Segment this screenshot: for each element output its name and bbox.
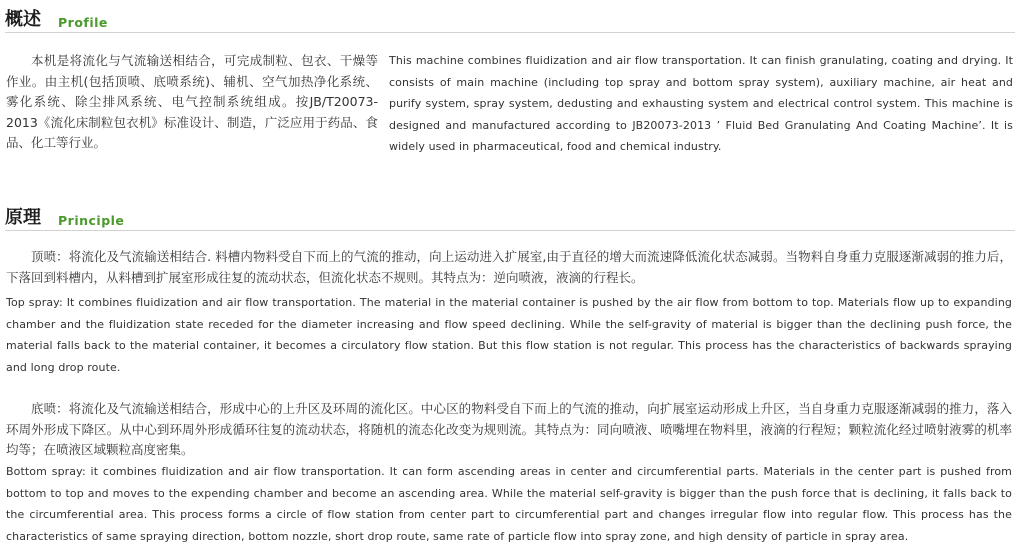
profile-header xyxy=(5,6,1015,33)
bottom-spray-text-cn: 底喷：将流化及气流输送相结合，形成中心的上升区及环周的流化区。中心区的物料受自下而上的气流的推动，向扩展室运动形成上升区，当自身重力克服逐渐减弱的推力，落入环周外形成下降区。从中心到环周外形成循环往复的流动状态，将随机的流态化改变为规则流。其特点为：同向喷液、喷嘴埋在物料里，液滴的行程短；颗粒流化经过喷射液雾的机率均等；在喷液区域颗粒高度密集。 xyxy=(6,401,1012,457)
principle-heading-cn: 原理 xyxy=(5,207,41,228)
profile-heading-en: Profile xyxy=(58,15,108,30)
principle-heading-en: Principle xyxy=(58,213,125,228)
bottom-spray-text-en: Bottom spray: it combines fluidization and air flow transportation. It can form ascending areas in center and circumferential parts. Materials in the center part is pushed from bottom to top and moves to the expending chamber and become an ascending area. While the material self-gravity is bigger than the push force that is declining, it falls back to the circumferential area. This process forms a circle of flow station from center part to circumferential part and changes irregular flow into regular flow. This process has the characteristics of same spraying direction, bottom nozzle, short drop route, same rate of particle flow into spray zone, and high density of particle in spray area. xyxy=(6,465,1012,543)
profile-text-cn: 本机是将流化与气流输送相结合，可完成制粒、包衣、干燥等作业。由主机(包括顶喷、底喷系统)、辅机、空气加热净化系统、雾化系统、除尘排风系统、电气控制系统组成。按JB/T20073-2013《流化床制粒包衣机》标准设计、制造，广泛应用于药品、食品、化工等行业。 xyxy=(6,53,378,150)
profile-text-en: This machine combines fluidization and air flow transportation. It can finish granulating, coating and drying. It consists of main machine (including top spray and bottom spray system), auxiliary machine, air heat and purify system, spray system, dedusting and exhausting system and electrical control system. This machine is designed and manufactured according to JB20073-2013 ’ Fluid Bed Granulating And Coating Machine’. It is widely used in pharmaceutical, food and chemical industry. xyxy=(389,54,1013,153)
profile-heading-cn: 概述 xyxy=(5,9,41,30)
top-spray-text-cn: 顶喷：将流化及气流输送相结合. 料槽内物料受自下而上的气流的推动，向上运动进入扩展室,由于直径的增大而流速降低流化状态减弱。当物料自身重力克服逐渐减弱的推力后，下落回到料槽内，从料槽到扩展室形成往复的流动状态，但流化状态不规则。其特点为：逆向喷液，液滴的行程长。 xyxy=(6,249,1012,285)
principle-header xyxy=(5,204,1015,231)
top-spray-text-en: Top spray: It combines fluidization and air flow transportation. The material in the material container is pushed by the air flow from bottom to top. Materials flow up to expanding chamber and the fluidization state receded for the diameter increasing and flow speed declining. While the self-gravity of material is bigger than the declining push force, the material falls back to the material container, it becomes a circulatory flow station. But this flow station is not regular. This process has the characteristics of backwards spraying and long drop route. xyxy=(6,296,1012,374)
